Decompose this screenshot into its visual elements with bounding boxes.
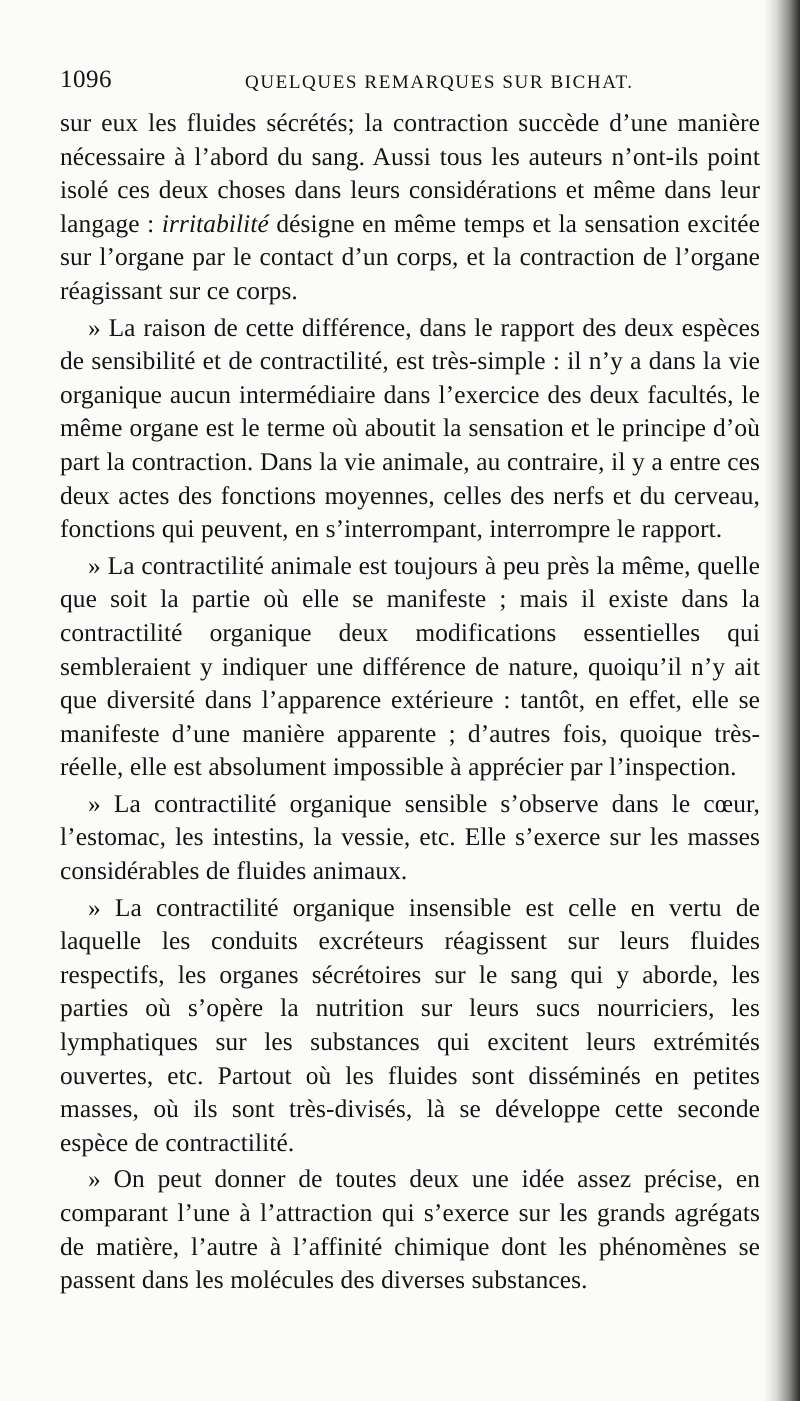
page-header bbox=[60, 66, 750, 106]
body-text bbox=[60, 107, 760, 1298]
paragraph-1-part-a: sur eux les fluides sécrétés; la contraction succède d’une manière nécessaire à l’abord du sang. Aussi tous les auteurs n’ont-ils point isolé ces deux choses dans leurs considérations et même dans leur langage : bbox=[60, 109, 760, 238]
paragraph-5: » La contractilité organique insensible est celle en vertu de laquelle les conduits excréteurs réagissent sur leurs fluides respectifs, les organes sécrétoires sur le sang qui y aborde, les parties où s’opère la nutrition sur leurs sucs nourriciers, les lymphatiques sur les substances qui excitent leurs extrémités ouvertes, etc. Partout où les fluides sont disséminés en petites masses, où ils sont très-divisés, là se développe cette seconde espèce de contractilité. bbox=[60, 893, 760, 1157]
paragraph-6: » On peut donner de toutes deux une idée assez précise, en comparant l’une à l’attraction qui s’exerce sur les grands agrégats de matière, l’autre à l’affinité chimique dont les phénomènes se passent dans les molécules des diverses substances. bbox=[60, 1165, 760, 1295]
running-title: QUELQUES REMARQUES SUR BICHAT. bbox=[245, 72, 634, 93]
paragraph-4: » La contractilité organique sensible s’observe dans le cœur, l’estomac, les intestins, la vessie, etc. Elle s’exerce sur les masses considérables de fluides animaux. bbox=[60, 789, 760, 886]
emphasis-irritabilite: irritabilité bbox=[161, 209, 269, 238]
page-number: 1096 bbox=[60, 66, 112, 93]
paragraph-3: » La contractilité animale est toujours à peu près la même, quelle que soit la partie où elle se manifeste ; mais il existe dans la contractilité organique deux modifications essentielles qui sembleraient y indiquer une différence de nature, quoiqu’il n’y ait que diversité dans l’apparence extérieure : tantôt, en effet, elle se manifeste d’une manière apparente ; d’autres fois, quoique très-réelle, elle est absolument impossible à apprécier par l’inspection. bbox=[60, 551, 760, 782]
paragraph-1-part-b: désigne en même temps et la sensation excitée sur l’organe par le contact d’un corps, et la contraction de l’organe réagissant sur ce corps. bbox=[60, 209, 761, 305]
paragraph-1 bbox=[60, 107, 760, 309]
paragraph-2: » La raison de cette différence, dans le rapport des deux espèces de sensibilité et de contractilité, est très-simple : il n’y a dans la vie organique aucun intermédiaire dans l’exercice des deux facultés, le même organe est le terme où aboutit la sensation et le principe d’où part la contraction. Dans la vie animale, au contraire, il y a entre ces deux actes des fonctions moyennes, celles des nerfs et du cerveau, fonctions qui peuvent, en s’interrompant, interrompre le rapport. bbox=[60, 313, 760, 544]
book-spine-shadow bbox=[764, 0, 800, 1401]
